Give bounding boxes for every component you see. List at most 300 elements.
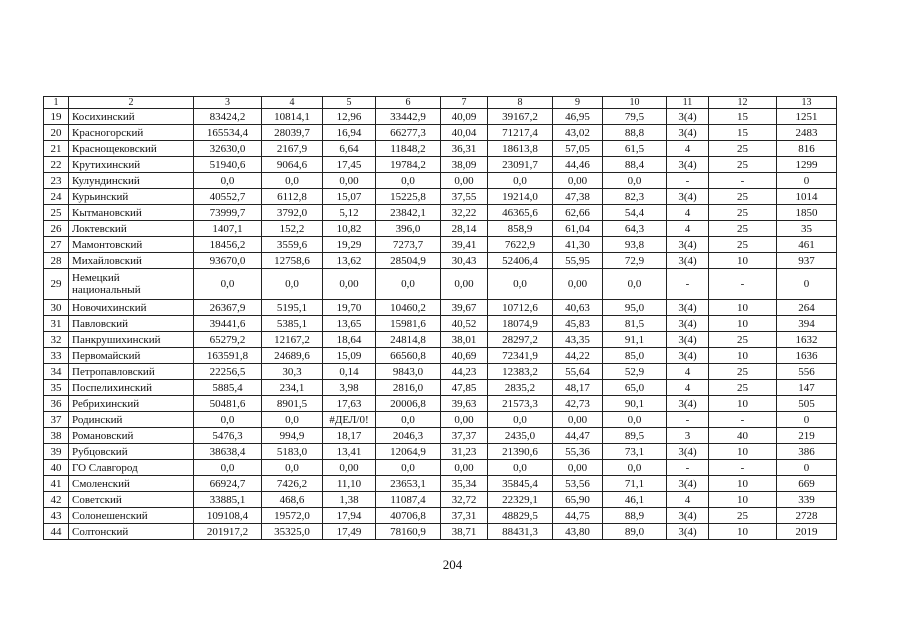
- table-cell: 10460,2: [376, 300, 441, 316]
- table-cell: 85,0: [603, 348, 667, 364]
- table-cell: 0,00: [553, 269, 603, 300]
- table-cell: 18,64: [323, 332, 376, 348]
- table-cell: 24814,8: [376, 332, 441, 348]
- table-cell: 72,9: [603, 253, 667, 269]
- table-cell: 12167,2: [262, 332, 323, 348]
- table-cell: 0,00: [323, 173, 376, 189]
- table-cell: 9843,0: [376, 364, 441, 380]
- table-cell: 7426,2: [262, 476, 323, 492]
- table-row: [44, 141, 837, 157]
- table-row: [44, 508, 837, 524]
- table-row: [44, 109, 837, 125]
- table-row: [44, 444, 837, 460]
- table-cell: 31,23: [441, 444, 488, 460]
- table-cell: 25: [709, 157, 777, 173]
- table-cell: 4: [667, 492, 709, 508]
- table-cell: 0,0: [488, 460, 553, 476]
- district-name-cell: ГО Славгород: [69, 460, 194, 476]
- table-cell: 5,12: [323, 205, 376, 221]
- table-cell: 35845,4: [488, 476, 553, 492]
- table-cell: 79,5: [603, 109, 667, 125]
- table-cell: 48829,5: [488, 508, 553, 524]
- table-cell: 15: [709, 109, 777, 125]
- table-cell: 13,62: [323, 253, 376, 269]
- table-cell: 25: [709, 221, 777, 237]
- table-cell: 30,43: [441, 253, 488, 269]
- table-row: [44, 524, 837, 540]
- table-cell: 3(4): [667, 237, 709, 253]
- table-cell: 994,9: [262, 428, 323, 444]
- table-cell: 18613,8: [488, 141, 553, 157]
- district-name-cell: Солонешенский: [69, 508, 194, 524]
- table-cell: 10,82: [323, 221, 376, 237]
- table-cell: 25: [709, 332, 777, 348]
- table-cell: 65,90: [553, 492, 603, 508]
- table-cell: 38,71: [441, 524, 488, 540]
- table-cell: 78160,9: [376, 524, 441, 540]
- table-cell: 33442,9: [376, 109, 441, 125]
- table-cell: 40: [709, 428, 777, 444]
- district-name-cell: Мамонтовский: [69, 237, 194, 253]
- table-cell: 43,35: [553, 332, 603, 348]
- table-cell: 12383,2: [488, 364, 553, 380]
- table-cell: 24689,6: [262, 348, 323, 364]
- table-cell: 18456,2: [194, 237, 262, 253]
- table-row: [44, 300, 837, 316]
- table-cell: 11087,4: [376, 492, 441, 508]
- table-cell: 3(4): [667, 253, 709, 269]
- table-cell: 26367,9: [194, 300, 262, 316]
- table-cell: 17,94: [323, 508, 376, 524]
- table-cell: 3(4): [667, 300, 709, 316]
- table-cell: 38,01: [441, 332, 488, 348]
- district-name-cell: Новочихинский: [69, 300, 194, 316]
- table-cell: 83424,2: [194, 109, 262, 125]
- table-cell: 19,70: [323, 300, 376, 316]
- table-cell: 42: [44, 492, 69, 508]
- table-cell: 55,64: [553, 364, 603, 380]
- table-cell: 0,0: [194, 173, 262, 189]
- district-name-cell: Кытмановский: [69, 205, 194, 221]
- table-cell: 41,30: [553, 237, 603, 253]
- table-cell: 37,37: [441, 428, 488, 444]
- table-cell: 31: [44, 316, 69, 332]
- header-cell: 12: [709, 97, 777, 109]
- table-row: [44, 269, 837, 300]
- table-cell: 55,36: [553, 444, 603, 460]
- table-cell: 0: [777, 269, 837, 300]
- table-cell: 44: [44, 524, 69, 540]
- table-cell: 39167,2: [488, 109, 553, 125]
- table-cell: 0,0: [194, 460, 262, 476]
- table-cell: 50481,6: [194, 396, 262, 412]
- table-cell: 34: [44, 364, 69, 380]
- header-cell: 7: [441, 97, 488, 109]
- table-cell: 37,31: [441, 508, 488, 524]
- table-row: [44, 332, 837, 348]
- table-cell: 0,0: [376, 412, 441, 428]
- table-cell: 36: [44, 396, 69, 412]
- table-cell: -: [709, 412, 777, 428]
- table-cell: 12,96: [323, 109, 376, 125]
- table-cell: 0,14: [323, 364, 376, 380]
- table-cell: 30: [44, 300, 69, 316]
- table-cell: 95,0: [603, 300, 667, 316]
- table-cell: -: [709, 173, 777, 189]
- table-cell: 23653,1: [376, 476, 441, 492]
- table-cell: 0,00: [553, 460, 603, 476]
- table-row: [44, 364, 837, 380]
- table-cell: 3(4): [667, 125, 709, 141]
- table-cell: 3(4): [667, 396, 709, 412]
- table-cell: 386: [777, 444, 837, 460]
- table-cell: 39: [44, 444, 69, 460]
- table-cell: 25: [709, 508, 777, 524]
- table-cell: 21573,3: [488, 396, 553, 412]
- data-table: [43, 96, 837, 540]
- table-cell: 37,55: [441, 189, 488, 205]
- table-cell: 22256,5: [194, 364, 262, 380]
- table-cell: 2167,9: [262, 141, 323, 157]
- table-cell: #ДЕЛ/0!: [323, 412, 376, 428]
- table-cell: 51940,6: [194, 157, 262, 173]
- table-cell: 66924,7: [194, 476, 262, 492]
- district-name-cell: Курьинский: [69, 189, 194, 205]
- table-cell: 47,85: [441, 380, 488, 396]
- table-cell: 61,5: [603, 141, 667, 157]
- district-name-cell: Смоленский: [69, 476, 194, 492]
- table-cell: 3792,0: [262, 205, 323, 221]
- table-cell: 25: [44, 205, 69, 221]
- table-cell: 15981,6: [376, 316, 441, 332]
- table-cell: 1850: [777, 205, 837, 221]
- table-row: [44, 157, 837, 173]
- table-cell: 10: [709, 300, 777, 316]
- header-cell: 2: [69, 97, 194, 109]
- district-name-cell: Панкрушихинский: [69, 332, 194, 348]
- table-cell: 5885,4: [194, 380, 262, 396]
- table-cell: 35: [777, 221, 837, 237]
- table-cell: 23: [44, 173, 69, 189]
- table-cell: 0,0: [262, 173, 323, 189]
- table-cell: 26: [44, 221, 69, 237]
- table-cell: 21390,6: [488, 444, 553, 460]
- header-cell: 8: [488, 97, 553, 109]
- table-cell: 0,0: [262, 269, 323, 300]
- table-cell: 3(4): [667, 332, 709, 348]
- table-cell: 38638,4: [194, 444, 262, 460]
- table-cell: 3(4): [667, 157, 709, 173]
- table-cell: 12758,6: [262, 253, 323, 269]
- district-name-cell: Немецкий национальный: [69, 269, 194, 300]
- table-cell: 16,94: [323, 125, 376, 141]
- table-cell: 6112,8: [262, 189, 323, 205]
- table-cell: 64,3: [603, 221, 667, 237]
- table-cell: 5183,0: [262, 444, 323, 460]
- table-cell: 816: [777, 141, 837, 157]
- table-cell: 2435,0: [488, 428, 553, 444]
- table-cell: 1014: [777, 189, 837, 205]
- table-cell: 0,0: [488, 173, 553, 189]
- table-cell: 13,41: [323, 444, 376, 460]
- table-cell: 3(4): [667, 508, 709, 524]
- table-cell: 7273,7: [376, 237, 441, 253]
- table-cell: 52,9: [603, 364, 667, 380]
- table-cell: 0,0: [376, 269, 441, 300]
- table-cell: 42,73: [553, 396, 603, 412]
- table-cell: 61,04: [553, 221, 603, 237]
- table-row: [44, 476, 837, 492]
- table-cell: 15225,8: [376, 189, 441, 205]
- table-cell: 81,5: [603, 316, 667, 332]
- table-cell: 17,45: [323, 157, 376, 173]
- table-row: [44, 205, 837, 221]
- table-cell: 6,64: [323, 141, 376, 157]
- district-name-cell: Петропавловский: [69, 364, 194, 380]
- table-cell: 0,0: [194, 269, 262, 300]
- table-cell: 18,17: [323, 428, 376, 444]
- table-cell: 10: [709, 476, 777, 492]
- header-cell: 13: [777, 97, 837, 109]
- table-cell: 4: [667, 380, 709, 396]
- table-cell: 3: [667, 428, 709, 444]
- table-cell: 15,07: [323, 189, 376, 205]
- table-cell: -: [667, 412, 709, 428]
- table-cell: 18074,9: [488, 316, 553, 332]
- district-name-cell: Крутихинский: [69, 157, 194, 173]
- table-cell: 40,63: [553, 300, 603, 316]
- table-cell: 0,0: [262, 412, 323, 428]
- table-cell: 89,5: [603, 428, 667, 444]
- table-cell: 5195,1: [262, 300, 323, 316]
- table-cell: 1632: [777, 332, 837, 348]
- table-cell: 54,4: [603, 205, 667, 221]
- table-cell: 19,29: [323, 237, 376, 253]
- table-cell: 3(4): [667, 348, 709, 364]
- header-cell: 3: [194, 97, 262, 109]
- table-cell: 19784,2: [376, 157, 441, 173]
- table-cell: 0,00: [441, 269, 488, 300]
- district-name-cell: Красногорский: [69, 125, 194, 141]
- table-cell: 28504,9: [376, 253, 441, 269]
- district-name-cell: Советский: [69, 492, 194, 508]
- table-cell: 40552,7: [194, 189, 262, 205]
- table-cell: 38: [44, 428, 69, 444]
- table-cell: 0,00: [323, 269, 376, 300]
- table-cell: 39441,6: [194, 316, 262, 332]
- page-number: 204: [442, 557, 463, 572]
- header-cell: 6: [376, 97, 441, 109]
- table-cell: -: [667, 269, 709, 300]
- table-cell: 10: [709, 316, 777, 332]
- table-cell: 29: [44, 269, 69, 300]
- table-cell: 165534,4: [194, 125, 262, 141]
- table-cell: 22: [44, 157, 69, 173]
- district-name-cell: Павловский: [69, 316, 194, 332]
- table-cell: 25: [709, 364, 777, 380]
- table-cell: 22329,1: [488, 492, 553, 508]
- table-cell: 2835,2: [488, 380, 553, 396]
- district-name-cell: Родинский: [69, 412, 194, 428]
- table-cell: 91,1: [603, 332, 667, 348]
- table-cell: 57,05: [553, 141, 603, 157]
- table-cell: 88431,3: [488, 524, 553, 540]
- table-cell: 28297,2: [488, 332, 553, 348]
- table-cell: 39,67: [441, 300, 488, 316]
- table-cell: 669: [777, 476, 837, 492]
- table-cell: 93670,0: [194, 253, 262, 269]
- table-cell: 55,95: [553, 253, 603, 269]
- table-cell: 25: [709, 237, 777, 253]
- district-name-cell: Романовский: [69, 428, 194, 444]
- table-cell: 32630,0: [194, 141, 262, 157]
- table-cell: 35,34: [441, 476, 488, 492]
- table-cell: 0,0: [603, 269, 667, 300]
- table-cell: 234,1: [262, 380, 323, 396]
- table-cell: -: [667, 460, 709, 476]
- table-cell: 0,00: [441, 173, 488, 189]
- table-cell: 19572,0: [262, 508, 323, 524]
- district-name-cell: Первомайский: [69, 348, 194, 364]
- table-cell: 27: [44, 237, 69, 253]
- table-cell: 396,0: [376, 221, 441, 237]
- header-cell: 4: [262, 97, 323, 109]
- table-cell: 65279,2: [194, 332, 262, 348]
- table-cell: 48,17: [553, 380, 603, 396]
- table-cell: 201917,2: [194, 524, 262, 540]
- table-cell: 11,10: [323, 476, 376, 492]
- table-cell: 147: [777, 380, 837, 396]
- table-cell: 15,09: [323, 348, 376, 364]
- table-cell: 44,75: [553, 508, 603, 524]
- table-cell: 10: [709, 524, 777, 540]
- table-cell: 3(4): [667, 476, 709, 492]
- table-cell: 0,00: [553, 412, 603, 428]
- table-cell: 33885,1: [194, 492, 262, 508]
- table-cell: 37: [44, 412, 69, 428]
- table-cell: 3,98: [323, 380, 376, 396]
- table-cell: 2728: [777, 508, 837, 524]
- table-cell: 0,0: [194, 412, 262, 428]
- table-row: [44, 428, 837, 444]
- district-name-cell: Краснощековский: [69, 141, 194, 157]
- table-cell: 10: [709, 492, 777, 508]
- table-cell: 40706,8: [376, 508, 441, 524]
- table-cell: 3(4): [667, 109, 709, 125]
- table-cell: 0,0: [262, 460, 323, 476]
- table-cell: 20: [44, 125, 69, 141]
- table-cell: 2483: [777, 125, 837, 141]
- header-cell: 1: [44, 97, 69, 109]
- table-cell: 468,6: [262, 492, 323, 508]
- table-cell: 93,8: [603, 237, 667, 253]
- table-cell: 44,23: [441, 364, 488, 380]
- district-name-cell: Кулундинский: [69, 173, 194, 189]
- table-cell: 15: [709, 125, 777, 141]
- table-cell: -: [667, 173, 709, 189]
- header-cell: 11: [667, 97, 709, 109]
- table-cell: 109108,4: [194, 508, 262, 524]
- table-cell: 5385,1: [262, 316, 323, 332]
- table-cell: 0,0: [603, 412, 667, 428]
- table-cell: 25: [709, 141, 777, 157]
- table-cell: 17,49: [323, 524, 376, 540]
- table-cell: 88,4: [603, 157, 667, 173]
- table-cell: 43: [44, 508, 69, 524]
- table-cell: 339: [777, 492, 837, 508]
- table-cell: 556: [777, 364, 837, 380]
- table-row: [44, 237, 837, 253]
- table-row: [44, 316, 837, 332]
- table-cell: 25: [709, 205, 777, 221]
- table-cell: 0,00: [441, 412, 488, 428]
- table-cell: 30,3: [262, 364, 323, 380]
- table-cell: 52406,4: [488, 253, 553, 269]
- table-cell: 89,0: [603, 524, 667, 540]
- table-cell: 66277,3: [376, 125, 441, 141]
- table-cell: 72341,9: [488, 348, 553, 364]
- district-name-cell: Косихинский: [69, 109, 194, 125]
- district-name-cell: Рубцовский: [69, 444, 194, 460]
- table-cell: 1251: [777, 109, 837, 125]
- table-cell: 2046,3: [376, 428, 441, 444]
- table-cell: 394: [777, 316, 837, 332]
- table-cell: 3(4): [667, 444, 709, 460]
- table-cell: 44,47: [553, 428, 603, 444]
- table-cell: 41: [44, 476, 69, 492]
- table-row: [44, 173, 837, 189]
- table-cell: 10712,6: [488, 300, 553, 316]
- table-cell: 264: [777, 300, 837, 316]
- table-cell: 35: [44, 380, 69, 396]
- table-cell: 39,41: [441, 237, 488, 253]
- table-cell: 23842,1: [376, 205, 441, 221]
- table-cell: 0,00: [441, 460, 488, 476]
- table-cell: 0: [777, 173, 837, 189]
- table-cell: 0,00: [553, 173, 603, 189]
- table-cell: 23091,7: [488, 157, 553, 173]
- table-cell: 65,0: [603, 380, 667, 396]
- table-cell: 24: [44, 189, 69, 205]
- table-cell: 73999,7: [194, 205, 262, 221]
- table-cell: 44,22: [553, 348, 603, 364]
- table-row: [44, 380, 837, 396]
- district-name-cell: Солтонский: [69, 524, 194, 540]
- table-cell: 19214,0: [488, 189, 553, 205]
- table-row: [44, 189, 837, 205]
- table-cell: 62,66: [553, 205, 603, 221]
- table-cell: 25: [709, 189, 777, 205]
- table-cell: 28,14: [441, 221, 488, 237]
- table-cell: 40,09: [441, 109, 488, 125]
- table-cell: 4: [667, 141, 709, 157]
- table-cell: 47,38: [553, 189, 603, 205]
- table-cell: 53,56: [553, 476, 603, 492]
- table-cell: 0: [777, 460, 837, 476]
- table-cell: 45,83: [553, 316, 603, 332]
- table-cell: 25: [709, 380, 777, 396]
- table-cell: 9064,6: [262, 157, 323, 173]
- table-cell: 71,1: [603, 476, 667, 492]
- table-cell: 39,63: [441, 396, 488, 412]
- table-cell: -: [709, 269, 777, 300]
- table-cell: 43,80: [553, 524, 603, 540]
- table-row: [44, 492, 837, 508]
- table-cell: 4: [667, 364, 709, 380]
- table-cell: 73,1: [603, 444, 667, 460]
- table-cell: 152,2: [262, 221, 323, 237]
- table-cell: 3(4): [667, 189, 709, 205]
